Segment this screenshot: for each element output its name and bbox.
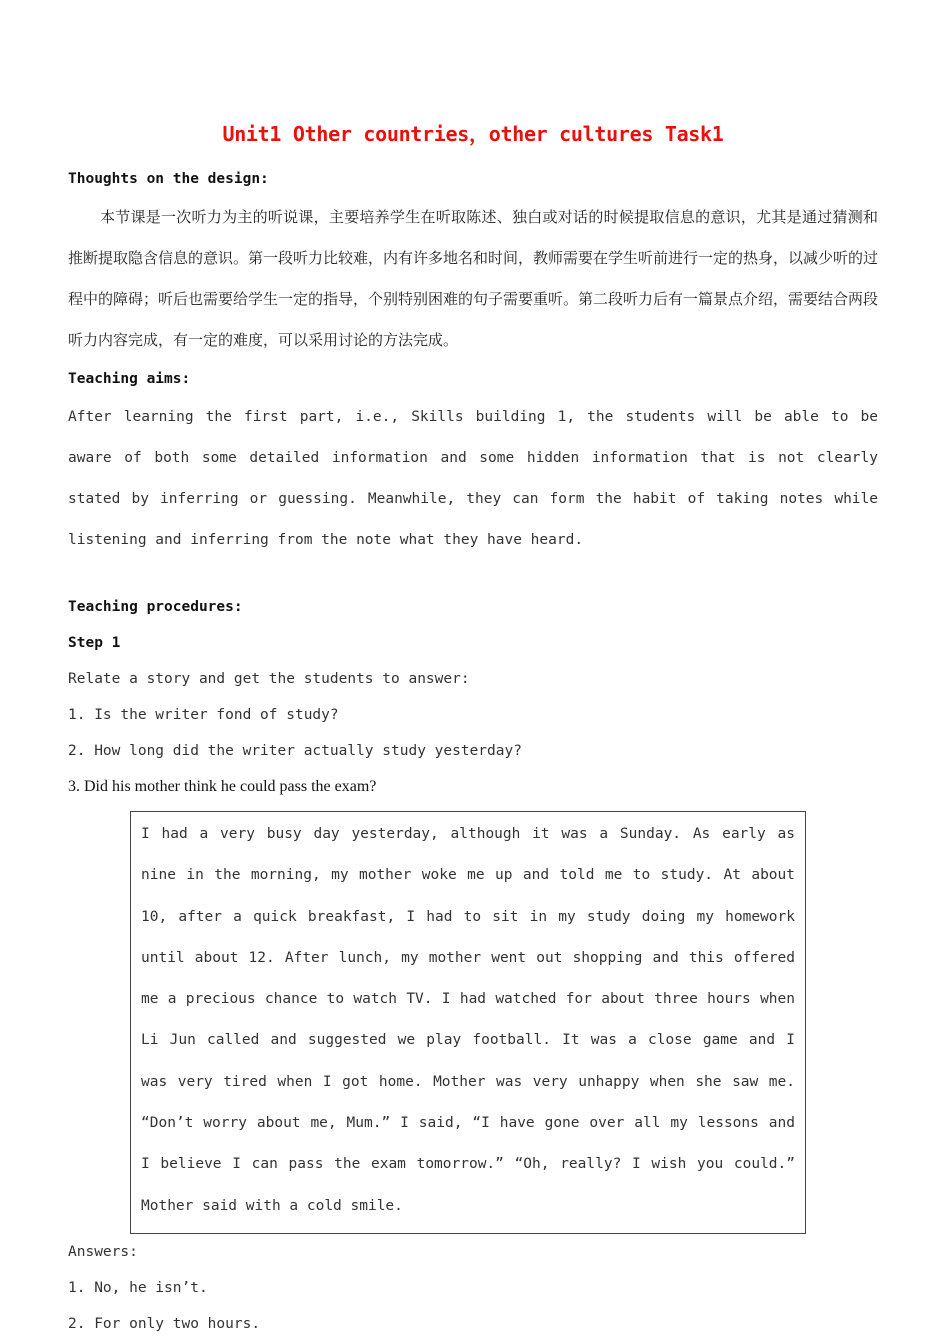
answers-label: Answers: (68, 1243, 138, 1260)
section-spacer (68, 561, 878, 589)
thoughts-heading: Thoughts on the design: (68, 171, 269, 187)
answer-1: 1. No, he isn’t. (68, 1279, 208, 1296)
document-page (68, 118, 878, 1342)
thoughts-paragraph: 本节课是一次听力为主的听说课，主要培养学生在听取陈述、独白或对话的时候提取信息的意识，尤其是通过猜测和推断提取隐含信息的意识。第一段听力比较难，内有许多地名和时间，教师需要在学生听前进行一定的热身，以减少听的过程中的障碍；听后也需要给学生一定的指导，个别特别困难的句子需要重听。第二段听力后有一篇景点介绍，需要结合两段听力内容完成，有一定的难度，可以采用讨论的方法完成。 (68, 208, 879, 349)
step-label: Step 1 (68, 635, 121, 651)
question-1: 1. Is the writer fond of study? (68, 707, 339, 723)
story-text: I had a very busy day yesterday, although it was a Sunday. As early as nine in the morning, my mother woke me up and told me to study. At about 10, after a quick breakfast, I had to sit in my study doing my homework until about 12. After lunch, my mother went out shopping and this offered me a precious chance to watch TV. I had watched for about three hours when Li Jun called and suggested we play football. It was a close game and I was very tired when I got home. Mother was very unhappy when she saw me. “Don’t worry about me, Mum.” I said, “I have gone over all my lessons and I believe I can pass the exam tomorrow.” “Oh, really? I wish you could.” Mother said with a cold smile. (141, 826, 795, 1214)
question-3: 3. Did his mother think he could pass the exam? (68, 778, 377, 795)
step-intro: Relate a story and get the students to answer: (68, 671, 470, 687)
answer-2: 2. For only two hours. (68, 1315, 261, 1332)
aims-heading: Teaching aims: (68, 371, 191, 387)
story-box (130, 811, 806, 1234)
document-title: Unit1 Other countries，other cultures Task1 (222, 122, 724, 146)
aims-paragraph: After learning the first part, i.e., Skills building 1, the students will be able to be aware of both some detailed information and some hidden information that is not clearly stated by inferring or guessing. Meanwhile, they can form the habit of taking notes while listening and inferring from the note what they have heard. (68, 409, 878, 548)
procedures-heading: Teaching procedures: (68, 599, 243, 615)
question-2: 2. How long did the writer actually study yesterday? (68, 743, 522, 759)
